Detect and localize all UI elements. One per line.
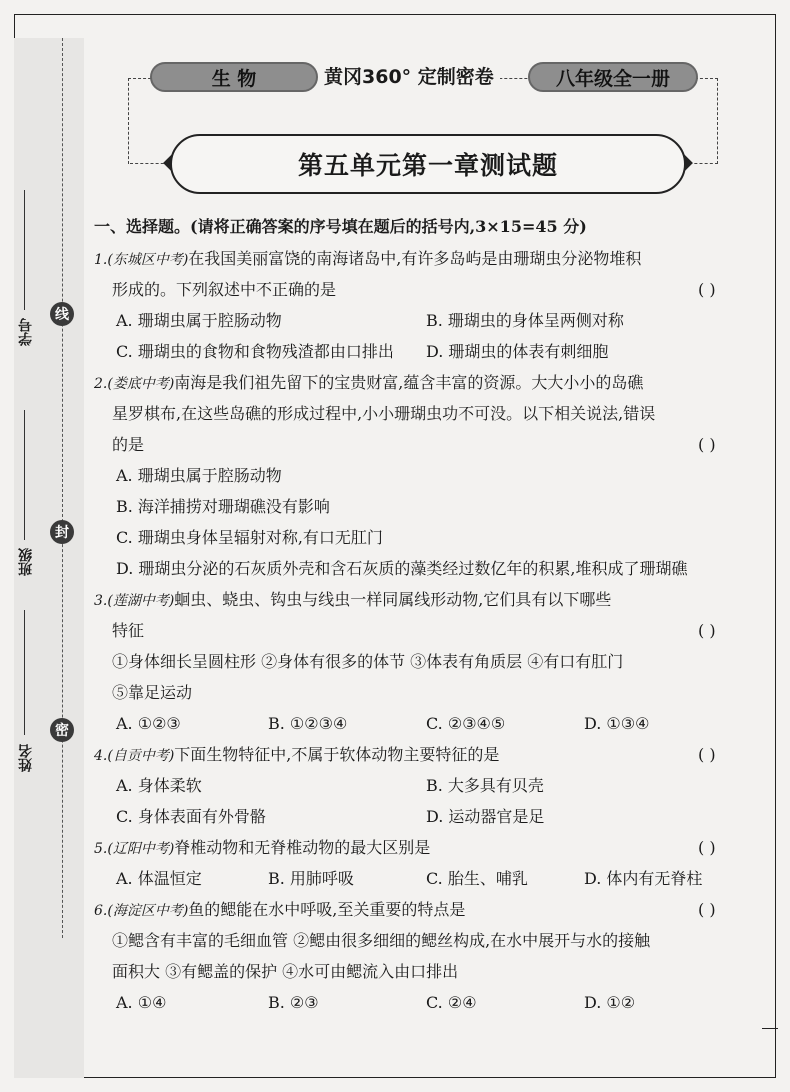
class-line <box>24 410 25 540</box>
question-3-items-1: ①身体细长呈圆柱形 ②身体有很多的体节 ③体表有角质层 ④有口有肛门 <box>112 652 624 671</box>
question-1-line-1: 1.(东城区中考)在我国美丽富饶的南海诸岛中,有许多岛屿是由珊瑚虫分泌物堆积 <box>94 249 642 268</box>
question-3-line-2: 特征 <box>112 621 145 640</box>
class-label: 班级 <box>18 548 34 576</box>
q6-option-d: D. ①② <box>584 993 636 1012</box>
answer-blank-2: ( ) <box>698 435 716 454</box>
section-heading: 一、选择题。(请将正确答案的序号填在题后的括号内,3×15=45 分) <box>94 217 587 236</box>
student-number-line <box>24 190 25 310</box>
q3-option-c: C. ②③④⑤ <box>426 714 506 733</box>
question-1-source: 1.(东城区中考) <box>94 252 189 268</box>
q2-option-b: B. 海洋捕捞对珊瑚礁没有影响 <box>116 497 330 516</box>
question-6-items-2: 面积大 ③有鳃盖的保护 ④水可由鳃流入由口排出 <box>112 962 459 981</box>
name-line <box>24 610 25 735</box>
q3-option-b: B. ①②③④ <box>268 714 348 733</box>
student-number-label: 学号 <box>18 318 34 346</box>
subject-badge: 生 物 <box>150 62 318 92</box>
q4-option-b: B. 大多具有贝壳 <box>426 776 544 795</box>
q6-option-b: B. ②③ <box>268 993 319 1012</box>
q4-option-c: C. 身体表面有外骨骼 <box>116 807 266 826</box>
q5-option-a: A. 体温恒定 <box>116 869 202 888</box>
answer-blank-4: ( ) <box>698 745 716 764</box>
q2-option-c: C. 珊瑚虫身体呈辐射对称,有口无肛门 <box>116 528 383 547</box>
page-edge-mark <box>762 1028 778 1029</box>
answer-blank-6: ( ) <box>698 900 716 919</box>
answer-blank-1: ( ) <box>698 280 716 299</box>
q4-option-a: A. 身体柔软 <box>116 776 202 795</box>
q1-option-c: C. 珊瑚虫的食物和食物残渣都由口排出 <box>116 342 394 361</box>
q2-option-a: A. 珊瑚虫属于腔肠动物 <box>116 466 282 485</box>
question-5-source: 5.(辽阳中考) <box>94 841 175 857</box>
grade-badge: 八年级全一册 <box>528 62 698 92</box>
binding-mark-line: 线 <box>50 302 74 326</box>
name-label: 姓名 <box>18 744 34 772</box>
answer-blank-5: ( ) <box>698 838 716 857</box>
question-4-line-1: 4.(自贡中考)下面生物特征中,不属于软体动物主要特征的是 <box>94 745 500 764</box>
question-5-line-1: 5.(辽阳中考)脊椎动物和无脊椎动物的最大区别是 <box>94 838 431 857</box>
q1-option-d: D. 珊瑚虫的体表有刺细胞 <box>426 342 609 361</box>
q1-option-b: B. 珊瑚虫的身体呈两侧对称 <box>426 311 624 330</box>
question-6-line-1: 6.(海淀区中考)鱼的鳃能在水中呼吸,至关重要的特点是 <box>94 900 466 919</box>
q6-option-a: A. ①④ <box>116 993 167 1012</box>
q5-option-b: B. 用肺呼吸 <box>268 869 354 888</box>
answer-blank-3: ( ) <box>698 621 716 640</box>
q6-option-c: C. ②④ <box>426 993 477 1012</box>
question-2-line-1: 2.(娄底中考)南海是我们祖先留下的宝贵财富,蕴含丰富的资源。大大小小的岛礁 <box>94 373 644 392</box>
question-6-source: 6.(海淀区中考) <box>94 903 189 919</box>
q5-option-d: D. 体内有无脊柱 <box>584 869 703 888</box>
question-2-line-2: 星罗棋布,在这些岛礁的形成过程中,小小珊瑚虫功不可没。以下相关说法,错误 <box>112 404 656 423</box>
question-2-line-3: 的是 <box>112 435 145 454</box>
series-title: 黄冈360° 定制密卷 <box>318 62 500 89</box>
question-3-source: 3.(莲湖中考) <box>94 593 175 609</box>
binding-dashed-line <box>62 38 63 938</box>
question-1-line-2: 形成的。下列叙述中不正确的是 <box>112 280 337 299</box>
q4-option-d: D. 运动器官是足 <box>426 807 545 826</box>
question-3-items-2: ⑤靠足运动 <box>112 683 193 702</box>
question-4-source: 4.(自贡中考) <box>94 748 175 764</box>
q3-option-a: A. ①②③ <box>116 714 181 733</box>
question-3-line-1: 3.(莲湖中考)蛔虫、蛲虫、钩虫与线虫一样同属线形动物,它们具有以下哪些 <box>94 590 612 609</box>
binding-mark-seal: 封 <box>50 520 74 544</box>
q5-option-c: C. 胎生、哺乳 <box>426 869 528 888</box>
binding-mark-secret: 密 <box>50 718 74 742</box>
question-6-items-1: ①鳃含有丰富的毛细血管 ②鳃由很多细细的鳃丝构成,在水中展开与水的接触 <box>112 931 651 950</box>
q1-option-a: A. 珊瑚虫属于腔肠动物 <box>116 311 282 330</box>
q3-option-d: D. ①③④ <box>584 714 650 733</box>
q2-option-d: D. 珊瑚虫分泌的石灰质外壳和含石灰质的藻类经过数亿年的积累,堆积成了珊瑚礁 <box>116 559 688 578</box>
question-2-source: 2.(娄底中考) <box>94 376 175 392</box>
page-title: 第五单元第一章测试题 <box>170 134 686 194</box>
